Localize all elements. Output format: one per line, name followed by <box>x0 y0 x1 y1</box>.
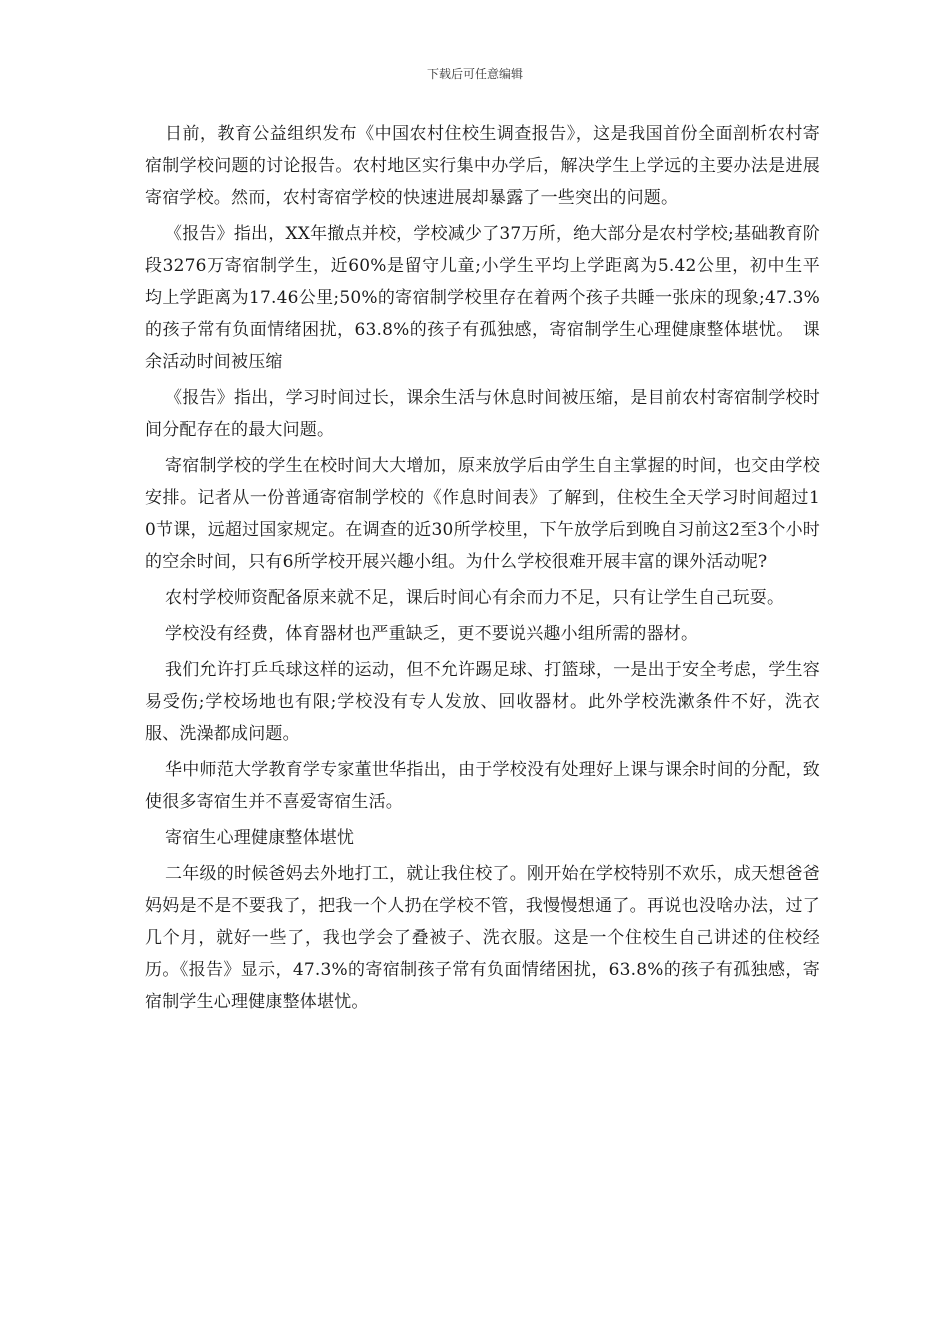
paragraph-expert: 华中师范大学教育学专家董世华指出，由于学校没有处理好上课与课余时间的分配，致使很多寄宿生并不喜爱寄宿生活。 <box>145 760 820 812</box>
paragraph-teachers: 农村学校师资配备原来就不足，课后时间心有余而力不足，只有让学生自己玩耍。 <box>165 588 785 608</box>
section-heading-mental-health: 寄宿生心理健康整体堪忧 <box>165 828 355 848</box>
paragraph-funding: 学校没有经费，体育器材也严重缺乏，更不要说兴趣小组所需的器材。 <box>165 624 699 644</box>
paragraph-student-story: 二年级的时候爸妈去外地打工，就让我住校了。刚开始在学校特别不欢乐，成天想爸爸妈妈是不是不要我了，把我一个人扔在学校不管，我慢慢想通了。再说也没啥办法，过了几个月，就好一些了，我也学会了叠被子、洗衣服。这是一个住校生自己讲述的住校经历。《报告》显示，47.3%的寄宿制孩子常有负面情绪困扰，63.8%的孩子有孤独感，寄宿制学生心理健康整体堪忧。 <box>145 864 820 1012</box>
document-body <box>145 118 820 1022</box>
paragraph-intro: 日前，教育公益组织发布《中国农村住校生调查报告》，这是我国首份全面剖析农村寄宿制学校问题的讨论报告。农村地区实行集中办学后，解决学生上学远的主要办法是进展寄宿学校。然而，农村寄宿学校的快速进展却暴露了一些突出的问题。 <box>145 124 820 208</box>
page-header: 下载后可任意编辑 <box>426 67 523 81</box>
paragraph-sports: 我们允许打乒乓球这样的运动，但不允许踢足球、打篮球，一是出于安全考虑，学生容易受伤;学校场地也有限;学校没有专人发放、回收器材。此外学校洗漱条件不好，洗衣服、洗澡都成问题。 <box>145 660 820 744</box>
paragraph-schedule: 寄宿制学校的学生在校时间大大增加，原来放学后由学生自主掌握的时间，也交由学校安排。记者从一份普通寄宿制学校的《作息时间表》了解到，住校生全天学习时间超过10节课，远超过国家规定。在调查的近30所学校里，下午放学后到晚自习前这2至3个小时的空余时间，只有6所学校开展兴趣小组。为什么学校很难开展丰富的课外活动呢? <box>145 456 820 572</box>
paragraph-report-stats: 《报告》指出，XX年撤点并校，学校减少了37万所，绝大部分是农村学校;基础教育阶段3276万寄宿制学生，近60%是留守儿童;小学生平均上学距离为5.42公里，初中生平均上学距离为17.46公里;50%的寄宿制学校里存在着两个孩子共睡一张床的现象;47.3%的孩子常有负面情绪困扰，63.8%的孩子有孤独感，寄宿制学生心理健康整体堪忧。 课余活动时间被压缩 <box>145 224 820 372</box>
paragraph-study-time: 《报告》指出，学习时间过长，课余生活与休息时间被压缩，是目前农村寄宿制学校时间分配存在的最大问题。 <box>145 388 820 440</box>
